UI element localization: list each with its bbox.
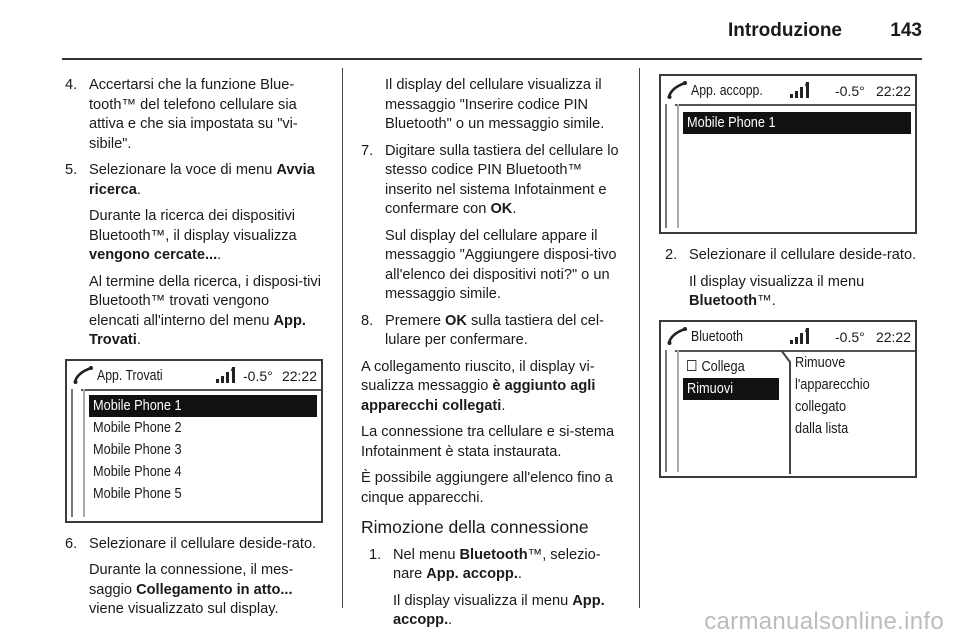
signal-strength-icon: [789, 327, 811, 345]
list-item-8: [361, 312, 625, 351]
paragraph: La connessione tra cellulare e si-stema Infotainment è stata instaurata.: [361, 424, 615, 460]
menu-term: App. accopp.: [426, 566, 518, 582]
page-header: [0, 0, 960, 62]
list-item-4: [65, 76, 323, 154]
phone-handset-icon: [667, 80, 689, 100]
list-number: 1.: [369, 546, 382, 563]
menu-term: Avvia ricerca: [89, 162, 315, 198]
list-text: Il display visualizza il menu Bluetooth™.: [689, 273, 865, 309]
display-message: è aggiunto agli apparecchi collegati: [361, 378, 596, 414]
list-text: Digitare sulla tastiera del cellulare lo stesso codice PIN Bluetooth™ inserito nel sistema Infotainment e confermare con OK.: [385, 142, 619, 217]
paragraph: Il display del cellulare visualizza il messaggio "Inserire codice PIN Bluetooth" o un messaggio simile.: [385, 77, 605, 132]
display-paired-devices: [659, 74, 917, 234]
screen-title: App. Trovati: [97, 366, 163, 384]
list-text: Nel menu Bluetooth™, selezio-nare App. accopp..: [393, 546, 601, 582]
menu-separator: [779, 350, 793, 474]
display-message: Collegamento in atto...: [136, 581, 293, 598]
column-3: [659, 74, 917, 490]
column-2: [361, 76, 625, 638]
list-number: 8.: [361, 312, 374, 329]
temperature: -0.5°: [835, 83, 865, 99]
list-text: Selezionare la voce di menu Avvia ricerca.: [89, 162, 315, 198]
list-number: 2.: [665, 247, 678, 263]
temperature: -0.5°: [243, 367, 273, 384]
device-list-item[interactable]: Mobile Phone 1: [89, 395, 317, 417]
menu-term: Bluetooth: [689, 293, 758, 309]
list-number: 6.: [65, 535, 78, 552]
help-text: Rimuove l'apparecchio collegato dalla lista: [795, 353, 870, 437]
key-term: OK: [445, 312, 467, 329]
list-text: Il display visualizza il menu App. accopp..: [393, 592, 605, 628]
list-text: Durante la connessione, il mes-saggio Collegamento in atto... viene visualizzato sul display.: [89, 562, 294, 617]
list-text: Accertarsi che la funzione Blue-tooth™ del telefono cellulare sia attiva e che sia impostata su "vi-sibile".: [89, 77, 298, 152]
device-list-item[interactable]: Mobile Phone 5: [93, 484, 182, 502]
display-message: vengono cercate...: [89, 247, 218, 263]
phone-handset-icon: [667, 326, 689, 346]
list-text: Al termine della ricerca, i disposi-tivi Bluetooth™ trovati vengono elencati all'interno del menu App. Trovati.: [89, 273, 321, 348]
temperature: -0.5°: [835, 328, 865, 345]
clock: 22:22: [875, 83, 911, 99]
list-item-7: [361, 142, 625, 305]
list-text: Selezionare il cellulare deside-rato.: [689, 247, 917, 263]
list-item-5: [65, 161, 323, 351]
screen-title: Bluetooth: [691, 327, 743, 345]
device-list-item[interactable]: Mobile Phone 3: [93, 440, 182, 458]
signal-strength-icon: [215, 366, 237, 384]
column-divider: [639, 68, 640, 608]
menu-term: App. Trovati: [89, 312, 306, 348]
header-rule: [62, 58, 922, 60]
page-number: 143: [890, 20, 922, 41]
checkbox-icon: [687, 360, 696, 371]
list-item-2: [665, 246, 917, 312]
list-text: Premere OK sulla tastiera del cel-lulare per confermare.: [385, 312, 604, 348]
watermark: carmanualsonline.info: [704, 608, 944, 635]
device-list-item[interactable]: Mobile Phone 1: [683, 112, 911, 134]
signal-strength-icon: [789, 81, 811, 99]
screen-title: App. accopp.: [691, 82, 763, 99]
menu-item-connect[interactable]: Collega: [683, 356, 779, 378]
paragraph: È possibile aggiungere all'elenco fino a cinque apparecchi.: [361, 470, 613, 506]
phone-handset-icon: [73, 365, 95, 385]
section-heading: Rimozione della connessione: [361, 517, 589, 537]
list-text: Selezionare il cellulare deside-rato.: [89, 535, 317, 552]
list-number: 7.: [361, 142, 374, 159]
device-list-item[interactable]: Mobile Phone 2: [93, 418, 182, 436]
list-number: 4.: [65, 77, 78, 93]
clock: 22:22: [875, 328, 911, 345]
paragraph: A collegamento riuscito, il display vi-sualizza messaggio è aggiunto agli apparecchi collegati.: [361, 358, 596, 414]
column-1: [65, 76, 323, 627]
display-bluetooth-menu: [659, 320, 917, 478]
menu-item-remove[interactable]: Rimuovi: [683, 378, 779, 400]
menu-term: App. accopp.: [393, 592, 605, 628]
list-text: Sul display del cellulare appare il messaggio "Aggiungere disposi-tivo all'elenco dei dispositivi noti?" o un messaggio simile.: [385, 227, 617, 302]
header-title: Introduzione: [728, 20, 842, 41]
column-divider: [342, 68, 343, 608]
display-found-devices: [65, 359, 323, 523]
key-term: OK: [490, 201, 513, 217]
list-text: Durante la ricerca dei dispositivi Bluetooth™, il display visualizza vengono cercate....: [89, 208, 297, 263]
menu-term: Bluetooth: [459, 546, 528, 563]
list-number: 5.: [65, 162, 78, 178]
list-item-6: [65, 535, 323, 620]
list-item-1: [369, 546, 625, 631]
device-list-item[interactable]: Mobile Phone 4: [93, 462, 182, 480]
clock: 22:22: [281, 367, 317, 384]
